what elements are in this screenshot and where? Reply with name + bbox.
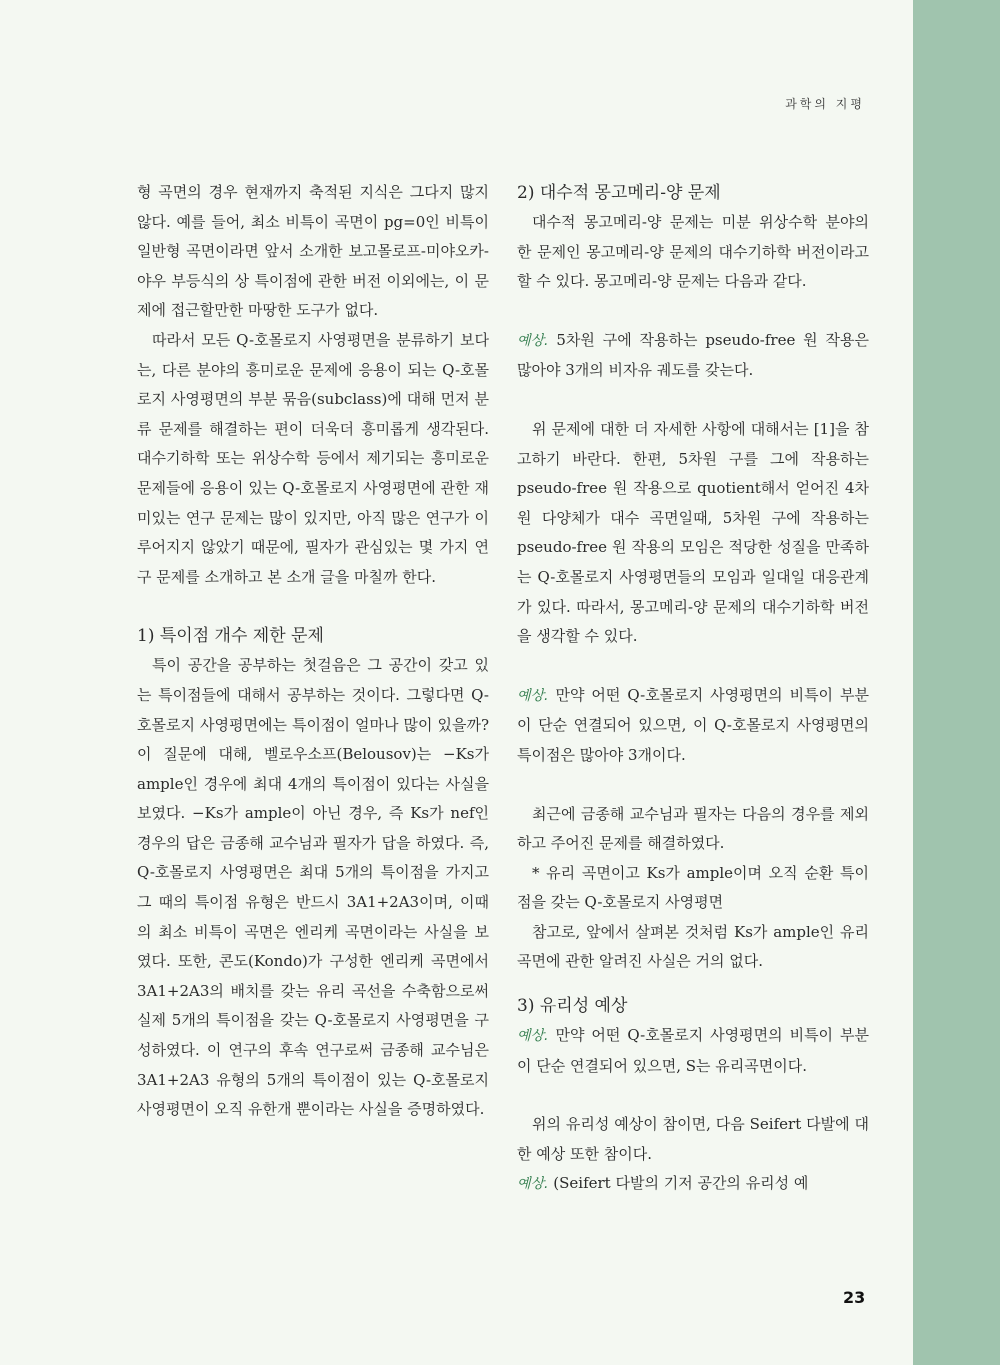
- paragraph: 특이 공간을 공부하는 첫걸음은 그 공간이 갖고 있는 특이점들에 대해서 공부하는 것이다. 그렇다면 Q-호몰로지 사영평면에는 특이점이 얼마나 많이 있을까? 이 질문에 대해, 벨로우소프(Belousov)는 −Ks가 ample인 경우에 최대 4개의 특이점이 있다는 사실을 보였다. −Ks가 ample이 아닌 경우, 즉 Ks가 nef인 경우의 답은 금종해 교수님과 필자가 답을 하였다. 즉, Q-호몰로지 사영평면은 최대 5개의 특이점을 가지고 그 때의 특이점 유형은 반드시 3A1+2A3이며, 이때의 최소 비특이 곡면은 엔리케 곡면이라는 사실을 보였다. 또한, 콘도(Kondo)가 구성한 엔리케 곡면에서 3A1+2A3의 배치를 갖는 유리 곡선을 수축함으로써 실제 5개의 특이점을 갖는 Q-호몰로지 사영평면을 구성하였다. 이 연구의 후속 연구로써 금종해 교수님은 3A1+2A3 유형의 5개의 특이점이 있는 Q-호몰로지 사영평면이 오직 유한개 뿐이라는 사실을 증명하였다.: [137, 656, 489, 1119]
- paragraph: 참고로, 앞에서 살펴본 것처럼 Ks가 ample인 유리곡면에 관한 알려진 사실은 거의 없다.: [517, 922, 869, 971]
- conjecture-label: 예상.: [517, 687, 549, 704]
- paragraph: 형 곡면의 경우 현재까지 축적된 지식은 그다지 많지 않다. 예를 들어, 최소 비특이 곡면이 pg=0인 비특이 일반형 곡면이라면 앞서 소개한 보고몰로프-미야오카-야우 부등식의 상 특이점에 관한 버전 이외에는, 이 문제에 접근할만한 마땅한 도구가 없다.: [137, 183, 489, 320]
- left-column: [137, 178, 489, 1125]
- conjecture-4: 예상. (Seifert 다발의 기저 공간의 유리성 예: [517, 1174, 809, 1193]
- paragraph: 위의 유리성 예상이 참이면, 다음 Seifert 다발에 대한 예상 또한 참이다.: [517, 1115, 869, 1163]
- section-heading-2: 2) 대수적 몽고메리-양 문제: [517, 183, 721, 203]
- running-title: 과학의 지평: [785, 97, 865, 111]
- right-column: [517, 178, 869, 1200]
- conjecture-label: 예상.: [517, 332, 549, 349]
- conjecture-label: 예상.: [517, 1176, 549, 1193]
- section-heading-1: 1) 특이점 개수 제한 문제: [137, 626, 324, 647]
- paragraph: 위 문제에 대한 더 자세한 사항에 대해서는 [1]을 참고하기 바란다. 한편, 5차원 구를 그에 작용하는 pseudo-free 원 작용으로 quotient해서 얻어진 4차원 다양체가 대수 곡면일때, 5차원 구에 작용하는 pseudo-free 원 작용의 모임은 적당한 성질을 만족하는 Q-호몰로지 사영평면들의 모임과 일대일 대응관계가 있다. 따라서, 몽고메리-양 문제의 대수기하학 버전을 생각할 수 있다.: [517, 419, 869, 646]
- conjecture-1: 예상. 5차원 구에 작용하는 pseudo-free 원 작용은 많아야 3개의 비자유 궤도를 갖는다.: [517, 330, 869, 380]
- section-heading-3: 3) 유리성 예상: [517, 996, 628, 1017]
- paragraph: 최근에 금종해 교수님과 필자는 다음의 경우를 제외하고 주어진 문제를 해결하였다.: [517, 804, 869, 853]
- paragraph: * 유리 곡면이고 Ks가 ample이며 오직 순환 특이점을 갖는 Q-호몰로지 사영평면: [517, 863, 869, 912]
- side-color-band: [913, 0, 1000, 1365]
- conjecture-label: 예상.: [517, 1028, 549, 1045]
- paragraph: 따라서 모든 Q-호몰로지 사영평면을 분류하기 보다는, 다른 분야의 흥미로운 문제에 응용이 되는 Q-호몰로지 사영평면의 부분 묶음(subclass)에 대해 먼저 분류 문제를 해결하는 편이 더욱더 흥미롭게 생각된다. 대수기하학 또는 위상수학 등에서 제기되는 흥미로운 문제들에 응용이 있는 Q-호몰로지 사영평면에 관한 재미있는 연구 문제는 많이 있지만, 아직 많은 연구가 이루어지지 않았기 때문에, 필자가 관심있는 몇 가지 연구 문제를 소개하고 본 소개 글을 마칠까 한다.: [137, 330, 489, 586]
- conjecture-3: 예상. 만약 어떤 Q-호몰로지 사영평면의 비특이 부분이 단순 연결되어 있으면, S는 유리곡면이다.: [517, 1026, 869, 1075]
- paragraph: 대수적 몽고메리-양 문제는 미분 위상수학 분야의 한 문제인 몽고메리-양 문제의 대수기하학 버전이라고 할 수 있다. 몽고메리-양 문제는 다음과 같다.: [517, 213, 869, 291]
- conjecture-2: 예상. 만약 어떤 Q-호몰로지 사영평면의 비특이 부분이 단순 연결되어 있으면, 이 Q-호몰로지 사영평면의 특이점은 많아야 3개이다.: [517, 685, 869, 764]
- page-number: 23: [843, 1288, 866, 1307]
